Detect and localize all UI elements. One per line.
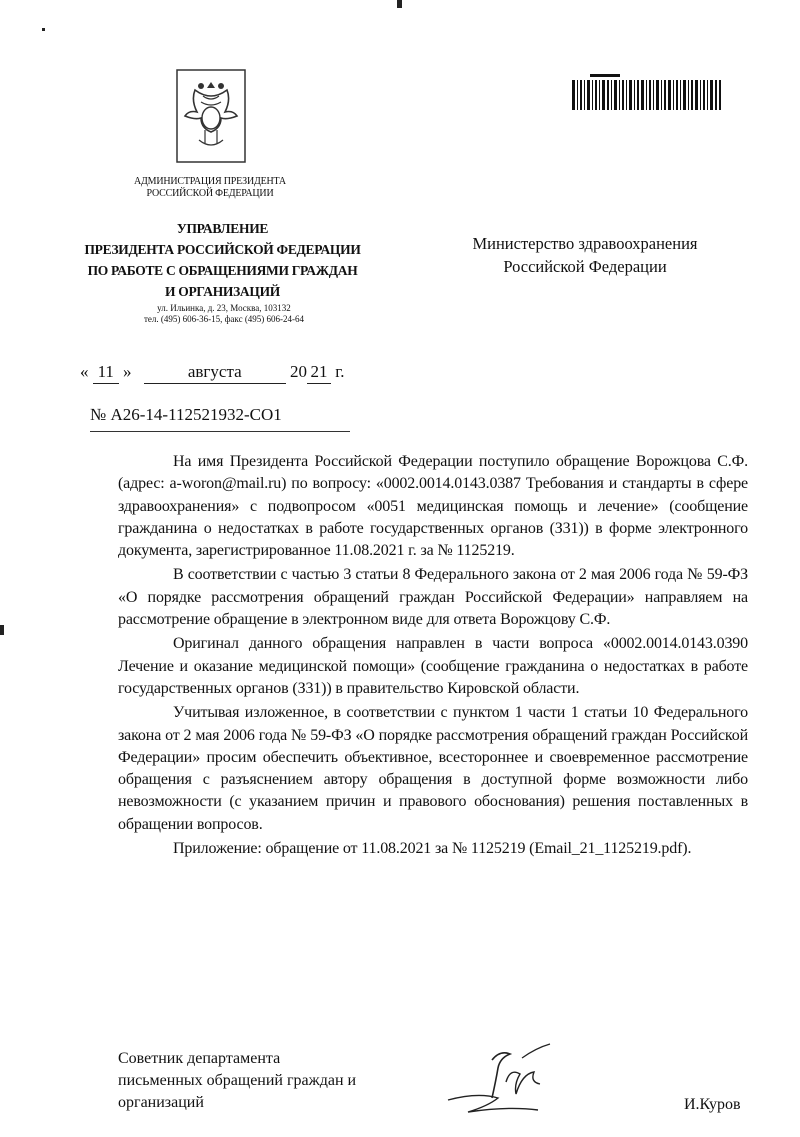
date-year: 21 <box>307 361 331 384</box>
address-line: тел. (495) 606-36-15, факс (495) 606-24-64 <box>143 314 305 324</box>
department-line: ПРЕЗИДЕНТА РОССИЙСКОЙ ФЕДЕРАЦИИ <box>84 242 361 257</box>
department-name <box>80 218 365 302</box>
position-line: письменных обращений граждан и <box>118 1072 357 1089</box>
scan-speck <box>397 0 402 8</box>
date-century: 20 <box>290 362 307 381</box>
position-line: организаций <box>118 1094 204 1111</box>
department-line: УПРАВЛЕНИЕ <box>176 221 269 236</box>
appendix-paragraph: Приложение: обращение от 11.08.2021 за № 1125219 (Email_21_1125219.pdf). <box>173 840 692 858</box>
body-paragraph: Учитывая изложенное, в соответствии с пунктом 1 части 1 статьи 10 Федерального закона от 2 мая 2006 года № 59-ФЗ «О порядке рассмотрения обращений граждан Российской Федерации» просим обеспечить объективное, всестороннее и своевременное рассмотрение обращения с разъяснением автору обращения в доступной форме возможности либо невозможности (с указанием причин и правового обоснования) решения поставленных в обращении вопросов. <box>118 704 748 833</box>
administration-line: РОССИЙСКОЙ ФЕДЕРАЦИИ <box>146 188 274 199</box>
recipient-line: Министерство здравоохранения <box>472 234 698 253</box>
letter-body <box>118 451 748 862</box>
registration-number <box>90 404 282 426</box>
registration-underline <box>90 431 350 432</box>
administration-line: АДМИНИСТРАЦИЯ ПРЕЗИДЕНТА <box>134 176 286 187</box>
position-line: Советник департамента <box>118 1050 281 1067</box>
signatory-position <box>118 1048 356 1114</box>
department-address <box>104 303 344 325</box>
date-suffix: г. <box>335 362 345 381</box>
letter-date <box>80 361 345 384</box>
date-close-quote: » <box>123 362 132 381</box>
date-day: 11 <box>93 361 119 384</box>
body-paragraph: В соответствии с частью 3 статьи 8 Федерального закона от 2 мая 2006 года № 59-ФЗ «О порядке рассмотрения обращений граждан Российской Федерации» направляем на рассмотрение обращение в электронном виде для ответа Ворожцову С.Ф. <box>118 566 748 629</box>
coat-of-arms-emblem <box>175 68 247 164</box>
recipient <box>430 232 740 278</box>
date-month: августа <box>144 361 286 384</box>
registration-number-text: № А26-14-112521932-СО1 <box>90 405 282 424</box>
handwritten-signature <box>440 1038 570 1118</box>
scan-speck <box>0 625 4 635</box>
date-open-quote: « <box>80 362 89 381</box>
scan-speck <box>42 28 45 31</box>
address-line: ул. Ильинка, д. 23, Москва, 103132 <box>157 303 291 313</box>
signatory-name: И.Куров <box>684 1096 741 1113</box>
body-paragraph: На имя Президента Российской Федерации поступило обращение Ворожцова С.Ф. (адрес: a-woron@mail.ru) по вопросу: «0002.0014.0143.0387 Требования и стандарты в сфере здравоохранения» с подвопросом «0051 медицинская помощь и лечение» (сообщение гражданина о недостатках в работе государственных органов (З31)) в форме электронного документа, зарегистрированное 11.08.2021 г. за № 1125219. <box>118 453 748 560</box>
administration-name <box>110 176 310 200</box>
barcode <box>572 74 722 112</box>
recipient-line: Российской Федерации <box>503 257 667 276</box>
department-line: ПО РАБОТЕ С ОБРАЩЕНИЯМИ ГРАЖДАН <box>87 263 358 278</box>
body-paragraph: Оригинал данного обращения направлен в части вопроса «0002.0014.0143.0390 Лечение и оказание медицинской помощи» (сообщение гражданина о недостатках в работе государственных органов (З31)) в правительство Кировской области. <box>118 635 748 697</box>
department-line: И ОРГАНИЗАЦИЙ <box>165 284 280 299</box>
